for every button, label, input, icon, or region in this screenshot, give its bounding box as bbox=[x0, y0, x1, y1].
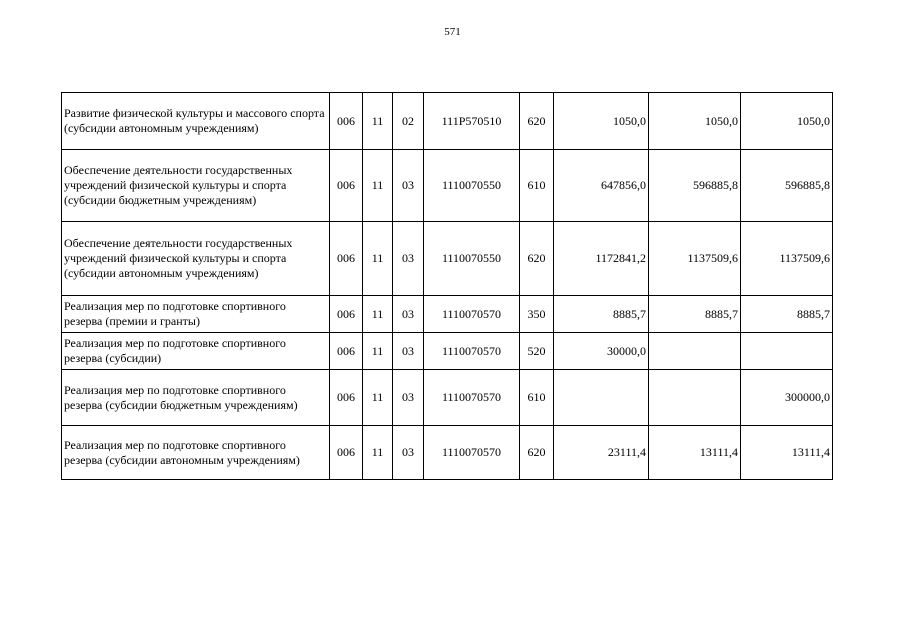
expense-type-code: 610 bbox=[520, 150, 554, 222]
amount-year-1 bbox=[554, 370, 649, 426]
amount-year-3: 300000,0 bbox=[741, 370, 833, 426]
expense-type-code: 610 bbox=[520, 370, 554, 426]
amount-year-1: 1172841,2 bbox=[554, 222, 649, 296]
amount-year-3: 8885,7 bbox=[741, 296, 833, 333]
target-code: 1110070570 bbox=[424, 296, 520, 333]
table-row bbox=[62, 296, 833, 333]
amount-year-2 bbox=[649, 333, 741, 370]
section-code: 11 bbox=[363, 333, 393, 370]
expense-type-code: 520 bbox=[520, 333, 554, 370]
amount-year-2: 1050,0 bbox=[649, 93, 741, 150]
target-code: 1110070570 bbox=[424, 370, 520, 426]
target-code: 1110070570 bbox=[424, 426, 520, 480]
subsection-code: 03 bbox=[393, 426, 424, 480]
amount-year-1: 23111,4 bbox=[554, 426, 649, 480]
amount-year-1: 647856,0 bbox=[554, 150, 649, 222]
amount-year-3: 1137509,6 bbox=[741, 222, 833, 296]
expense-type-code: 620 bbox=[520, 222, 554, 296]
page-number: 571 bbox=[444, 26, 461, 38]
ministry-code: 006 bbox=[330, 222, 363, 296]
table-row bbox=[62, 333, 833, 370]
row-name: Реализация мер по подготовке спортивного резерва (субсидии бюджетным учреждениям) bbox=[62, 370, 330, 426]
section-code: 11 bbox=[363, 93, 393, 150]
table-row bbox=[62, 150, 833, 222]
amount-year-3 bbox=[741, 333, 833, 370]
table-row bbox=[62, 93, 833, 150]
expense-type-code: 620 bbox=[520, 93, 554, 150]
amount-year-2 bbox=[649, 370, 741, 426]
row-name: Реализация мер по подготовке спортивного резерва (субсидии автономным учреждениям) bbox=[62, 426, 330, 480]
section-code: 11 bbox=[363, 426, 393, 480]
subsection-code: 02 bbox=[393, 93, 424, 150]
amount-year-1: 30000,0 bbox=[554, 333, 649, 370]
row-name: Реализация мер по подготовке спортивного резерва (субсидии) bbox=[62, 333, 330, 370]
row-name: Реализация мер по подготовке спортивного резерва (премии и гранты) bbox=[62, 296, 330, 333]
ministry-code: 006 bbox=[330, 93, 363, 150]
expense-type-code: 620 bbox=[520, 426, 554, 480]
amount-year-3: 596885,8 bbox=[741, 150, 833, 222]
row-name: Развитие физической культуры и массового спорта (субсидии автономным учреждениям) bbox=[62, 93, 330, 150]
section-code: 11 bbox=[363, 150, 393, 222]
row-name: Обеспечение деятельности государственных учреждений физической культуры и спорта (субсидии автономным учреждениям) bbox=[62, 222, 330, 296]
subsection-code: 03 bbox=[393, 370, 424, 426]
amount-year-2: 13111,4 bbox=[649, 426, 741, 480]
target-code: 1110070570 bbox=[424, 333, 520, 370]
ministry-code: 006 bbox=[330, 426, 363, 480]
amount-year-3: 13111,4 bbox=[741, 426, 833, 480]
section-code: 11 bbox=[363, 370, 393, 426]
table-row bbox=[62, 426, 833, 480]
target-code: 111P570510 bbox=[424, 93, 520, 150]
subsection-code: 03 bbox=[393, 222, 424, 296]
subsection-code: 03 bbox=[393, 333, 424, 370]
section-code: 11 bbox=[363, 296, 393, 333]
budget-table bbox=[61, 92, 833, 480]
table-row bbox=[62, 370, 833, 426]
table-row bbox=[62, 222, 833, 296]
ministry-code: 006 bbox=[330, 296, 363, 333]
target-code: 1110070550 bbox=[424, 222, 520, 296]
amount-year-1: 1050,0 bbox=[554, 93, 649, 150]
subsection-code: 03 bbox=[393, 150, 424, 222]
amount-year-2: 1137509,6 bbox=[649, 222, 741, 296]
ministry-code: 006 bbox=[330, 150, 363, 222]
row-name: Обеспечение деятельности государственных учреждений физической культуры и спорта (субсидии бюджетным учреждениям) bbox=[62, 150, 330, 222]
amount-year-3: 1050,0 bbox=[741, 93, 833, 150]
amount-year-2: 596885,8 bbox=[649, 150, 741, 222]
section-code: 11 bbox=[363, 222, 393, 296]
target-code: 1110070550 bbox=[424, 150, 520, 222]
subsection-code: 03 bbox=[393, 296, 424, 333]
amount-year-1: 8885,7 bbox=[554, 296, 649, 333]
amount-year-2: 8885,7 bbox=[649, 296, 741, 333]
ministry-code: 006 bbox=[330, 333, 363, 370]
ministry-code: 006 bbox=[330, 370, 363, 426]
expense-type-code: 350 bbox=[520, 296, 554, 333]
